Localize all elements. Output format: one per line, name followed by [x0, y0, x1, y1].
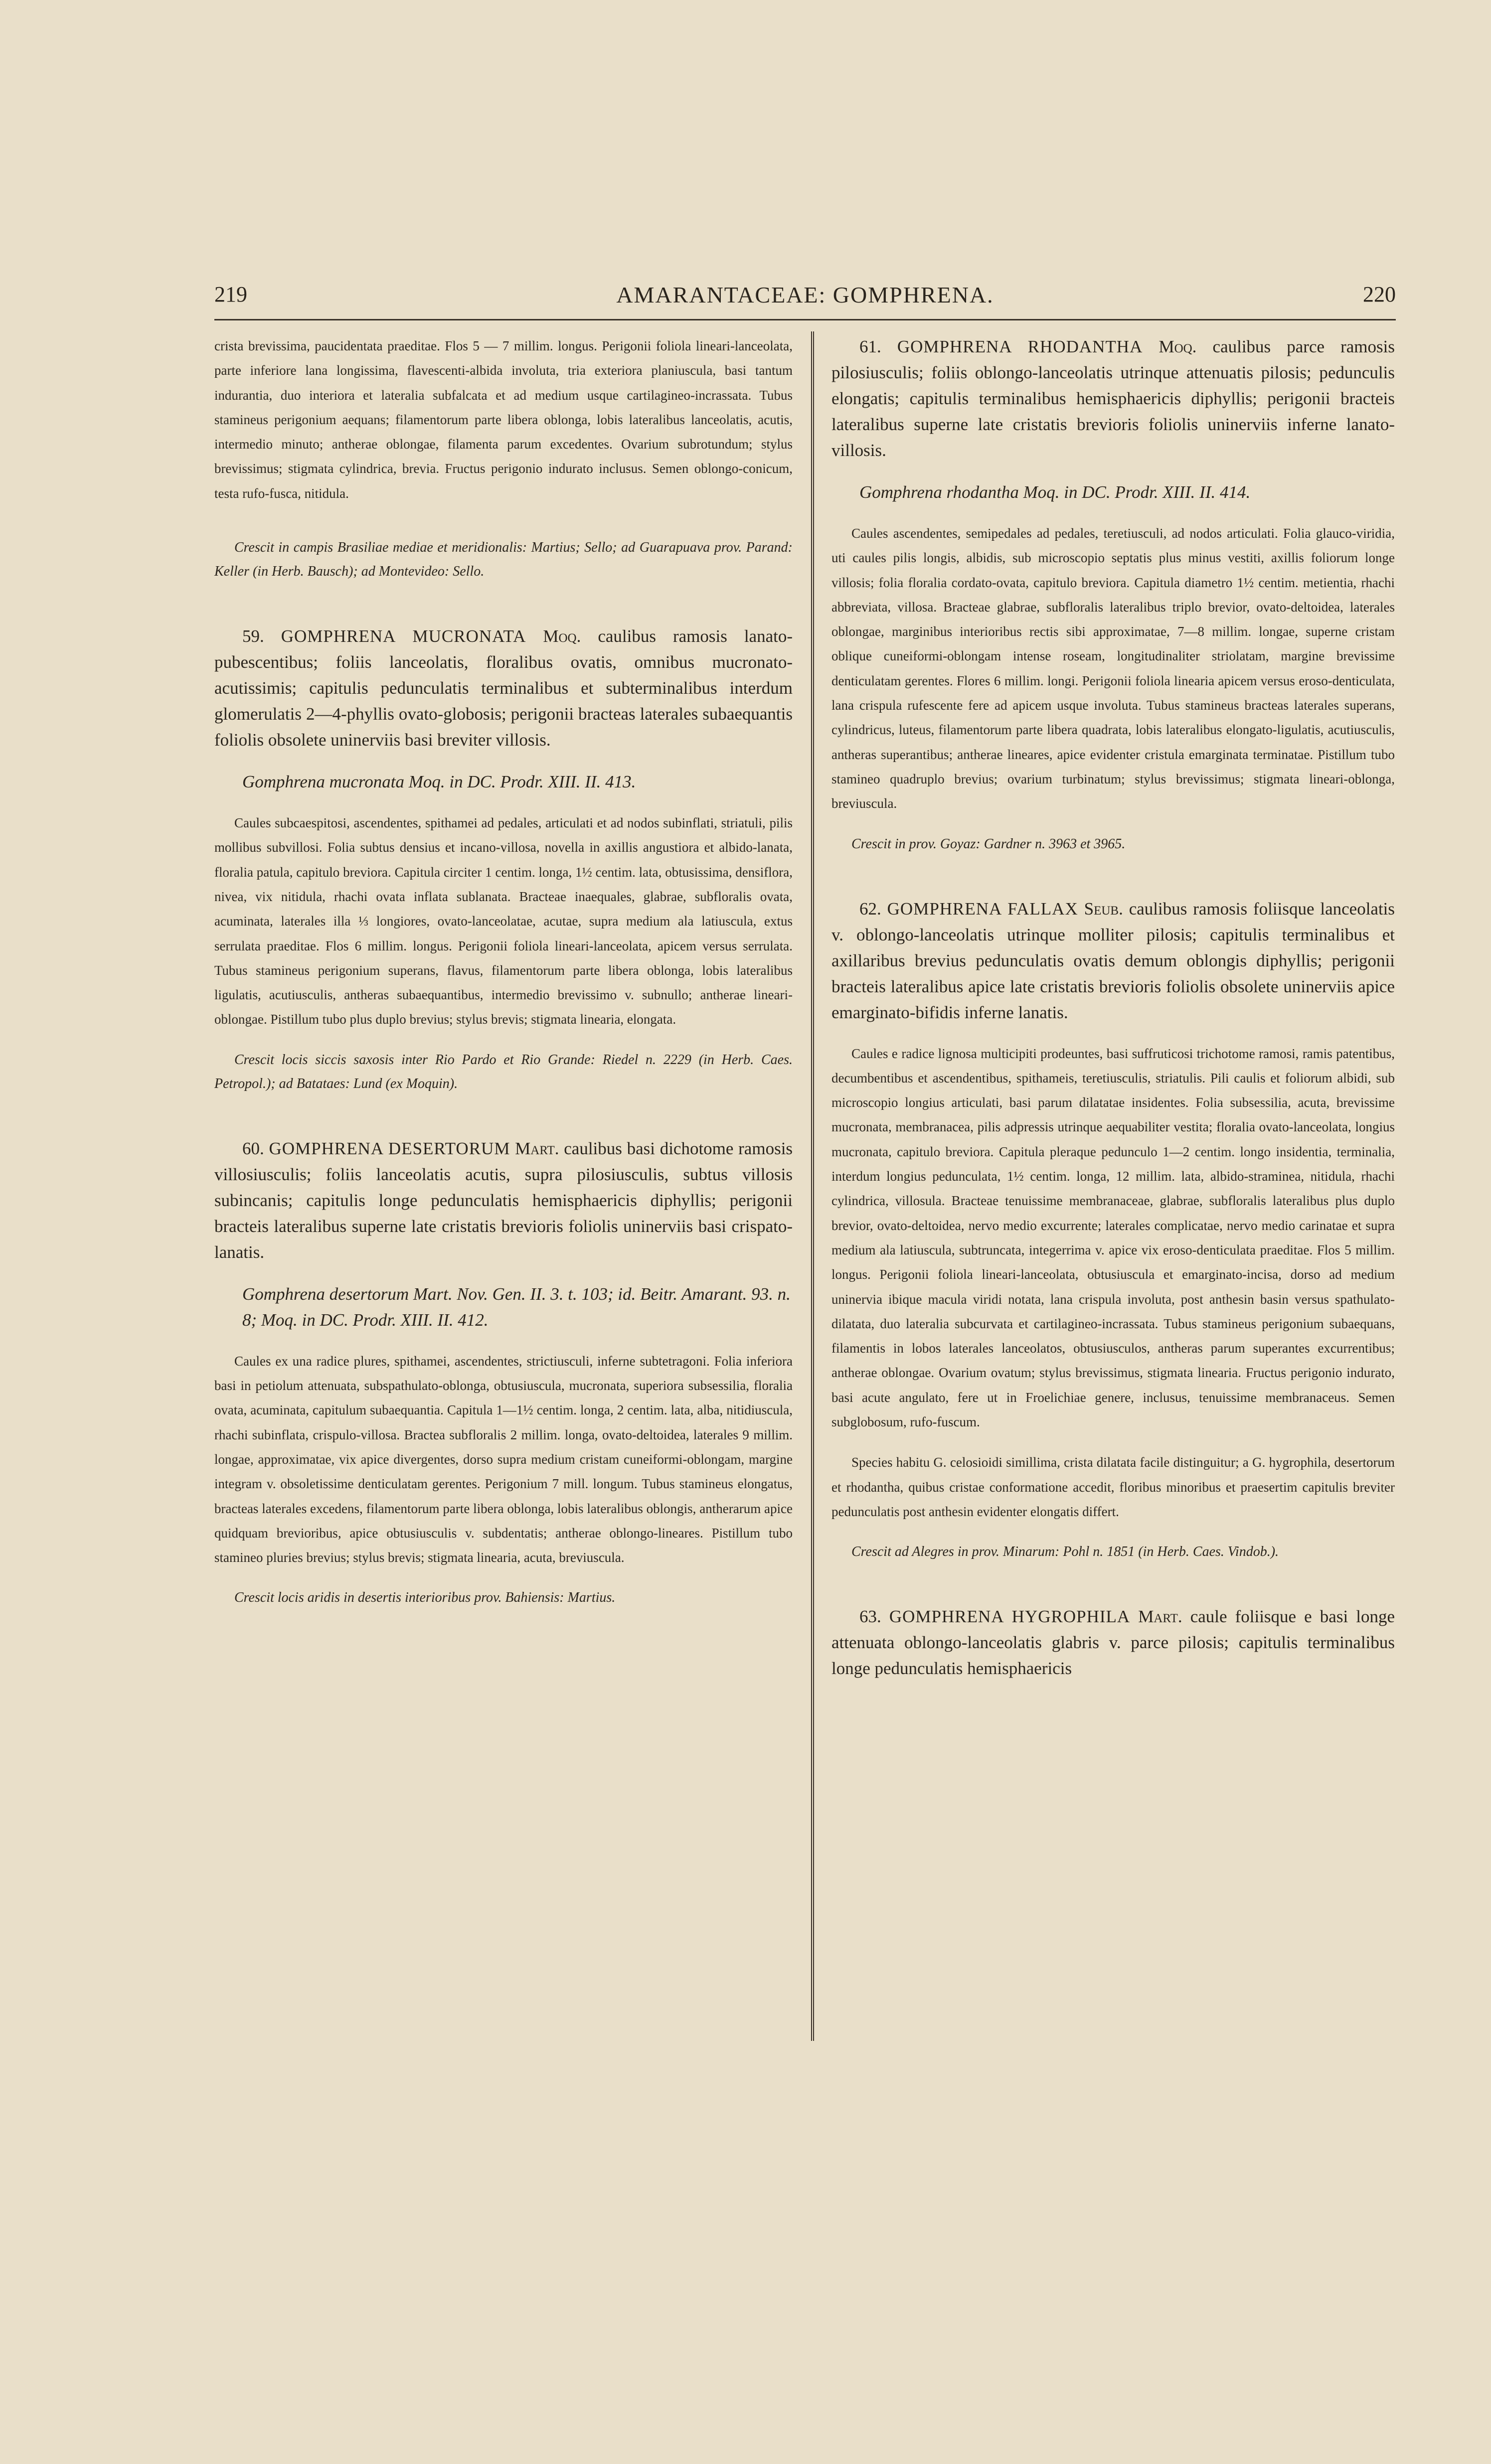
- species-diagnosis: caulibus basi dichotome ramosis villosiusculis; foliis lanceolatis acutis, supra pilosiusculis, subtus villosis subincanis; capitulis longe pedunculatis hemisphaericis diphyllis; perigonii bracteis lateralibus superne late cristatis brevioris foliolis uninerviis basi crispato-lanatis.: [214, 1138, 793, 1262]
- species-diagnosis: caulibus parce ramosis pilosiusculis; foliis oblongo-lanceolatis utrinque attenuatis pilosis; pedunculis elongatis; capitulis terminalibus hemisphaericis diphyllis; perigonii bracteis lateralibus superne late cristatis brevioris foliolis uninerviis inferne lanato-villosis.: [831, 337, 1395, 460]
- page-header: [214, 282, 1396, 316]
- species-62-description: Caules e radice lignosa multicipiti prodeuntes, basi suffruticosi trichotome ramosi, ramis patentibus, decumbentibus et ascendentibus, spithameis, teretiusculis, striatulis. Pili caulis et foliorum albidi, sub microscopio longius articulati, basi parum dilatatae insidentes. Folia subsessilia, acuta, brevissime mucronata, membranacea, pilis adpressis utrinque aequabiliter vestita; floralia ovato-lanceolata, longius mucronata, capitulo breviora. Capitula pleraque pedunculo 1—2 centim. longo insidentia, terminalia, interdum longius pedunculata, 1½ centim. longa, 12 millim. lata, albido-straminea, nitidula, rhachi cylindrica, villosula. Bracteae tenuissime membranaceae, glabrae, subfloralis lateralibus plus duplo brevior, ovato-deltoidea, nervo medio excurrente; laterales complicatae, nervo medio carinatae et supra medium ala latiuscula, subtruncata, integerrima v. apice vix eroso-denticulata praeditae. Flos 5 millim. longus. Perigonii foliola lineari-lanceolata, obtusiuscula et emarginato-incisa, dorso ad medium uninervia ibique macula viridi notata, lana crispula involuta, post anthesin basin versus spathulato-dilatata, duo lateralia subcurvata et cartilagineo-incrassata. Tubus stamineus perigonium subaequans, filamentis in lobos laterales lanceolatos, obtusiusculos, antheras parum superantes excurrentibus; antherae oblongae. Ovarium ovatum; stylus brevissimus, stigmata linearia. Fructus perigonio indurato, basi acute angulato, fere ut in Froelichiae genere, inclusus, tenuissime membranaceus. Semen subglobosum, rufo-fuscum.: [831, 1046, 1395, 1430]
- species-name: GOMPHRENA DESERTORUM: [269, 1138, 510, 1158]
- species-name: GOMPHRENA FALLAX: [887, 899, 1078, 919]
- species-number: 62.: [859, 899, 881, 919]
- species-62-note: Species habitu G. celosioidi simillima, crista dilatata facile distinguitur; a G. hygrophila, desertorum et rhodantha, quibus cristae conformatione accedit, floribus minoribus et praesertim capitulis breviter pedunculatis post anthesin evidenter elongatis differt.: [831, 1455, 1395, 1519]
- species-author: Mart.: [1138, 1607, 1182, 1627]
- species-59-heading: [214, 623, 793, 753]
- species-number: 60.: [242, 1138, 264, 1158]
- species-number: 61.: [859, 337, 881, 356]
- species-63-heading: [831, 1604, 1395, 1682]
- left-column: [214, 334, 793, 1610]
- right-column: [831, 334, 1395, 1682]
- species-59-habitat: Crescit locis siccis saxosis inter Rio Pardo et Rio Grande: Riedel n. 2229 (in Herb. Caes. Petropol.); ad Batataes: Lund (ex Moquin).: [214, 1052, 793, 1091]
- species-name: GOMPHRENA MUCRONATA: [281, 626, 526, 646]
- species-59-synonym: Gomphrena mucronata Moq. in DC. Prodr. XIII. II. 413.: [242, 772, 636, 792]
- species-59-description: Caules subcaespitosi, ascendentes, spithamei ad pedales, articulati et ad nodos subinflati, striatuli, pilis mollibus subvillosi. Folia subtus densius et incano-villosa, novella in axillis angustiora et albido-lanata, floralia patula, capitulo breviora. Capitula circiter 1 centim. longa, 1½ centim. lata, obtusissima, densiflora, nivea, vix nitidula, rhachi ovata inflata sublanata. Bracteae inaequales, glabrae, subfloralis ovata, acuminata, laterales illa ⅓ longiores, ovato-lanceolatae, acutae, supra medium ala latiuscula, extus serrulata praeditae. Flos 6 millim. longus. Perigonii foliola lineari-lanceolata, apicem versus serrulata. Tubus stamineus perigonium superans, flavus, filamentorum parte libera oblonga, lobis lateralibus ligulatis, acutiusculis, antheras subaequantibus, intermedio brevissimo v. subnullo; antherae lineari-oblongae. Pistillum tubo plus duplo brevius; stylus brevis; stigmata linearia, elongata.: [214, 815, 793, 1027]
- species-number: 59.: [242, 626, 264, 646]
- species-60-heading: [214, 1136, 793, 1265]
- species-61-description: Caules ascendentes, semipedales ad pedales, teretiusculi, ad nodos articulati. Folia glauco-viridia, uti caules pilis longis, albidis, sub microscopio septatis plus minus vestiti, axillis foliorum longe villosis; folia floralia cordato-ovata, capitulo breviora. Capitula diametro 1½ centim. metientia, rhachi abbreviata, villosa. Bracteae glabrae, subfloralis lateralibus triplo brevior, ovato-deltoidea, laterales oblongae, marginibus interioribus rectis sibi approximatae, 7—8 millim. longae, superne cristam oblique cuneiformi-oblongam intense roseam, longitudinaliter striolatam, margine brevissime denticulatam gerentes. Flores 6 millim. longi. Perigonii foliola linearia apicem versus eroso-denticulata, lana crispula rufescente fere ad apicem usque involuta. Tubus stamineus bracteas laterales superans, cylindricus, luteus, filamentorum parte libera quadrata, lobis lateralibus elongato-ligulatis, acutiusculis, antheras superantibus; antherae lineares, apice evidenter cristula emarginata terminatae. Pistillum tubo stamineo quadruplo brevius; ovarium turbinatum; stylus brevissimus; stigmata lineari-oblonga, breviuscula.: [831, 526, 1395, 811]
- intro-habitat: Crescit in campis Brasiliae mediae et meridionalis: Martius; Sello; ad Guarapuava prov. Parand: Keller (in Herb. Bausch); ad Montevideo: Sello.: [214, 540, 793, 580]
- right-page-number: 220: [1363, 282, 1396, 307]
- species-diagnosis: caulibus ramosis lanato-pubescentibus; foliis lanceolatis, floralibus ovatis, omnibus mucronato-acutissimis; capitulis pedunculatis terminalibus et subterminalibus interdum glomerulatis 2—4-phyllis ovato-globosis; perigonii bracteas laterales subaequantis foliolis obsolete uninerviis basi breviter villosis.: [214, 626, 793, 750]
- species-name: GOMPHRENA RHODANTHA: [897, 337, 1143, 356]
- species-number: 63.: [859, 1607, 881, 1627]
- species-60-description: Caules ex una radice plures, spithamei, ascendentes, strictiusculi, inferne subtetragoni. Folia inferiora basi in petiolum attenuata, subspathulato-oblonga, obtusiuscula, mucronata, superiora subsessilia, floralia ovata, acuminata, capitulum subaequantia. Capitula 1—1½ centim. longa, 2 centim. lata, alba, nitidiuscula, rhachi subinflata, crispulo-villosa. Bractea subfloralis 2 millim. longa, ovato-deltoidea, laterales 9 millim. longae, approximatae, vix apice divergentes, dorso supra medium cristam cuneiformi-oblongam, margine integram v. obsoletissime denticulatam gerentes. Perigonium 7 mill. longum. Tubus stamineus elongatus, bracteas laterales excedens, filamentorum parte libera oblonga, lobis lateralibus oblongis, antherarum apice quidquam brevioribus, apice obtusiusculis v. subdentatis; antherae oblongo-lineares. Pistillum tubo stamineo pluries brevius; stylus brevis; stigmata linearia, acuta, breviuscula.: [214, 1353, 793, 1565]
- species-diagnosis: caule foliisque e basi longe attenuata oblongo-lanceolatis glabris v. parce pilosis; capitulis terminalibus longe pedunculatis hemisphaericis: [831, 1607, 1395, 1679]
- intro-description: crista brevissima, paucidentata praeditae. Flos 5 — 7 millim. longus. Perigonii foliola lineari-lanceolata, parte inferiore lana longissima, flavescenti-albida involuta, tria exteriora planiuscula, basi tantum indurantia, duo interiora et lateralia subfalcata et ad medium usque cartilagineo-incrassata. Tubus stamineus perigonium aequans; filamentorum parte libera oblonga, lobis lateralibus lanceolatis, acutis, intermedio minuto; antherae oblongae, filamenta parum excedentes. Ovarium subrotundum; stylus brevissimus; stigmata cylindrica, brevia. Fructus perigonio indurato inclusus. Semen oblongo-conicum, testa rufo-fusca, nitidula.: [214, 338, 793, 501]
- species-61-habitat: Crescit in prov. Goyaz: Gardner n. 3963 et 3965.: [851, 836, 1126, 852]
- species-60-synonym: Gomphrena desertorum Mart. Nov. Gen. II. 3. t. 103; id. Beitr. Amarant. 93. n. 8; Moq. in DC. Prodr. XIII. II. 412.: [242, 1284, 791, 1330]
- running-title: AMARANTACEAE: GOMPHRENA.: [616, 282, 994, 308]
- species-author: Moq.: [543, 626, 581, 646]
- species-name: GOMPHRENA HYGROPHILA: [889, 1607, 1131, 1627]
- species-62-habitat: Crescit ad Alegres in prov. Minarum: Pohl n. 1851 (in Herb. Caes. Vindob.).: [851, 1544, 1279, 1560]
- column-divider: [811, 331, 814, 2041]
- species-diagnosis: caulibus ramosis foliisque lanceolatis v. oblongo-lanceolatis utrinque molliter pilosis; capitulis terminalibus et axillaribus brevius pedunculatis ovatis demum oblongis diphyllis; perigonii bracteis lateralibus apice late cristatis brevioris foliolis obsolete uninerviis apice emarginato-bifidis inferne lanatis.: [831, 899, 1395, 1022]
- header-rule: [214, 319, 1396, 320]
- species-author: Moq.: [1159, 337, 1197, 356]
- left-page-number: 219: [214, 282, 247, 307]
- species-61-synonym: Gomphrena rhodantha Moq. in DC. Prodr. XIII. II. 414.: [859, 482, 1251, 502]
- species-60-habitat: Crescit locis aridis in desertis interioribus prov. Bahiensis: Martius.: [234, 1590, 616, 1606]
- species-author: Mart.: [515, 1138, 559, 1158]
- species-62-heading: [831, 896, 1395, 1026]
- species-61-heading: [831, 334, 1395, 463]
- species-author: Seub.: [1084, 899, 1123, 919]
